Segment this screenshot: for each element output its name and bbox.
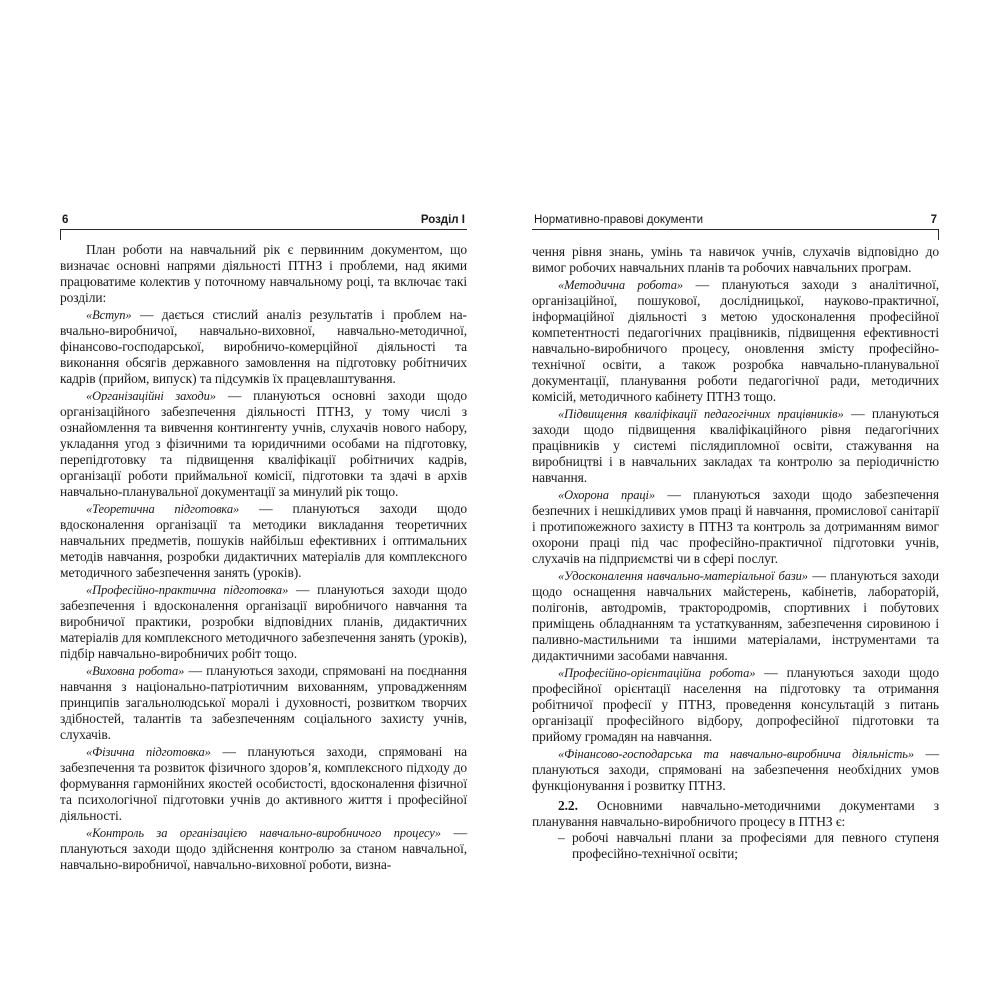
right-page <box>532 213 940 861</box>
paragraph-text: — плануються заходи щодо здійснення контролю за станом навчальної, навчально-виробничої, навчально-виховної роботи, визна- <box>60 825 467 872</box>
continuation-text: чення рівня знань, умінь та навичок учнів, слухачів відповідно до вимог робочих навчальних планів та робочих навчальних програм. <box>532 244 939 275</box>
paragraph-term: «Виховна робота» <box>86 664 185 678</box>
paragraph-metodychna-robota <box>532 277 939 405</box>
paragraph-profesiino-praktychna <box>60 582 467 662</box>
header-rule <box>532 229 939 230</box>
paragraph-profesiino-oriientatsiina <box>532 665 939 745</box>
left-page-header <box>60 213 467 227</box>
page-number: 7 <box>930 214 937 226</box>
paragraph-term: «Охорона праці» <box>558 488 656 502</box>
paragraph-pidvyshchennia-kvalifikatsii <box>532 406 939 486</box>
paragraph-fizychna-pidhotovka <box>60 744 467 824</box>
list-item <box>532 830 939 862</box>
paragraph-term: «Теоретична підготовка» <box>86 502 240 516</box>
paragraph-term: «Вступ» <box>86 308 132 322</box>
running-title: Нормативно-правові документи <box>534 214 704 226</box>
paragraph-okhorona-pratsi <box>532 487 939 567</box>
left-page <box>60 213 468 872</box>
clause-text: Основними навчально-методичними документами з планування навчально-виробничого процесу в ПТНЗ є: <box>532 798 939 829</box>
paragraph-vykhovna-robota <box>60 663 467 743</box>
paragraph-text: — плануються заходи щодо професійної орієнтації населення на підготовку та отримання робітничої професії у ПТНЗ, проведення консультацій з питань організації професійного відбору, допрофесійної підготовки та прийому громадян на навчання. <box>532 665 939 744</box>
left-page-body <box>60 242 467 873</box>
paragraph-text: — дається стислий аналіз результатів і проблем навчально-виробничої, навчально-виховної, навчально-методичної, фінансово-господарської, виробничо-комерційної діяльності та виконання обсягів державного замовлення на підготовку робітничих кадрів (прийом, випуск) та підсумків їх працевлаштування. <box>60 307 467 386</box>
paragraph-kontrol <box>60 825 467 873</box>
paragraph-text: — плануються заходи щодо вдосконалення організації та методики викладання теоретичних навчальних предметів, пошуків найбільш ефективних і оптимальних методів навчання, розробки дидактичних матеріалів для комплексного методичного забезпечення занять (уроків). <box>60 501 468 580</box>
paragraph-text: — плануються заходи щодо забезпечення і вдосконалення організації виробничого навчання та виробничої практики, розробки відповідних планів, дидактичних матеріалів для комплексного методичного забезпечення занять (уроків), підбір навчально-виробничих робіт тощо. <box>60 582 468 661</box>
right-page-body <box>532 244 939 862</box>
intro-paragraph: План роботи на навчальний рік є первинним документом, що визначає основні напрями діяльності ПТНЗ і проблеми, над якими працюватиме колектив у поточному навчальному році, та включає такі розділи: <box>60 242 467 305</box>
clause-2-2 <box>532 798 939 830</box>
list-bullet: – <box>558 830 565 845</box>
paragraph-term: «Контроль за організацією навчально-виробничого процесу» <box>86 826 441 840</box>
clause-number: 2.2. <box>558 798 578 813</box>
paragraph-term: «Організаційні заходи» <box>86 389 216 403</box>
right-page-header <box>532 213 939 227</box>
header-corner-mark <box>938 229 939 240</box>
paragraph-term: «Професійно-практична підготовка» <box>86 583 289 597</box>
paragraph-text: — плануються основні заходи щодо організаційного забезпечення діяльності ПТНЗ, у тому числі з ознайомлення та вивчення контингенту учнів, слухачів нового набору, укладання угод з фізичними та юридичними особами на підготовку, перепідготовку та підвищення кваліфікації робітничих кадрів, організації роботи приймальної комісії, підготовки та здачі в архів навчально-планувальної документації за минулий рік тощо. <box>60 388 467 499</box>
section-title: Розділ І <box>420 214 465 226</box>
paragraph-text: — плануються заходи, спрямовані на поєднання навчання з національно-патріотичним вихованням, упровадженням принципів загальнолюдської моралі і духовності, розвитком творчих здібностей, талантів та забезпеченням соціального захисту учнів, слухачів. <box>60 663 467 742</box>
paragraph-finansovo-hospodarska <box>532 746 939 794</box>
paragraph-text: — плануються заходи, спрямовані на забезпечення та розвиток фізичного здоров’я, комплексного підходу до формування гармонійних якостей особистості, вдосконалення фізичної та психологічної підготовки учнів до активного життя і професійної діяльності. <box>60 744 467 823</box>
paragraph-text: — плануються заходи щодо оснащення навчальних майстерень, кабінетів, лабораторій, полігонів, автодромів, трактородромів, спортивних і побутових приміщень обладнанням та устаткуванням, забезпечення сировиною і паливно-мастильними та іншими матеріалами, інструментами та дидактичними засобами навчання. <box>532 568 940 663</box>
header-rule <box>60 229 467 230</box>
paragraph-term: «Методична робота» <box>558 278 684 292</box>
paragraph-navchalno-materialna-baza <box>532 568 939 664</box>
header-corner-mark <box>60 229 61 240</box>
paragraph-text: — плануються заходи, спрямовані на забезпечення необхідних умов функціонування і розвитку ПТНЗ. <box>532 746 939 793</box>
paragraph-orhanizatsiini-zakhody <box>60 388 467 500</box>
paragraph-term: «Підвищення кваліфікації педагогічних працівників» <box>558 407 844 421</box>
paragraph-text: — плануються заходи щодо забезпечення безпечних і нешкідливих умов праці й навчання, промислової санітарії і протипожежного захисту в ПТНЗ та контроль за дотриманням вимог охорони праці під час професійно-практичної підготовки учнів, слухачів на підприємстві чи в сфері послуг. <box>532 487 939 566</box>
paragraph-term: «Фінансово-господарська та навчально-виробнича діяльність» <box>558 747 915 761</box>
paragraph-teoretychna-pidhotovka <box>60 501 467 581</box>
paragraph-vstup <box>60 307 467 387</box>
paragraph-text: — плануються заходи щодо підвищення кваліфікаційного рівня педагогічних працівників у системі післядипломної освіти, стажування на виробництві і в навчальних закладах та контролю за періодичністю навчання. <box>532 406 939 485</box>
paragraph-text: — плануються заходи з аналітичної, організаційної, пошукової, дослідницької, науково-практичної, інформаційної діяльності з метою удосконалення професійної компетентності педагогічних працівників, підвищення ефективності навчально-виробничого процесу, оновлення змісту професійно-технічної освіти, а також розробка навчально-планувальної документації, планування роботи педагогічної ради, методичних комісій, методичного кабінету ПТНЗ тощо. <box>532 277 939 404</box>
paragraph-term: «Професійно-орієнтаційна робота» <box>558 666 756 680</box>
list-item-text: робочі навчальні плани за професіями для певного ступеня професійно-технічної освіти; <box>572 830 939 861</box>
page-number: 6 <box>62 214 69 226</box>
paragraph-term: «Удосконалення навчально-матеріальної бази» <box>558 569 808 583</box>
paragraph-term: «Фізична підготовка» <box>86 745 211 759</box>
